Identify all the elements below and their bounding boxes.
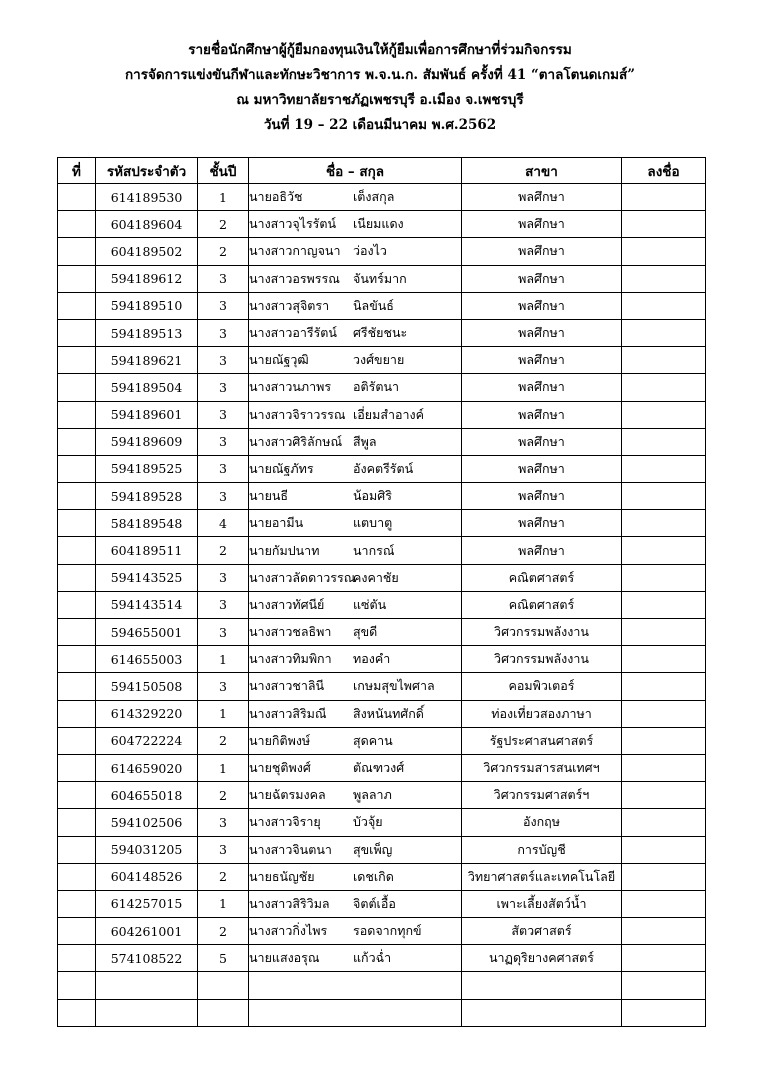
signature-cell[interactable]	[622, 564, 706, 591]
year-cell	[198, 972, 249, 999]
signature-cell[interactable]	[622, 619, 706, 646]
column-header-year: ชั้นปี	[198, 158, 249, 184]
student-name-cell	[249, 319, 462, 346]
table-row	[58, 483, 706, 510]
first-name: นางสาวสิริมณี	[249, 705, 327, 721]
row-number-cell	[58, 972, 96, 999]
student-name-cell	[249, 238, 462, 265]
signature-cell[interactable]	[622, 890, 706, 917]
row-number-cell	[58, 863, 96, 890]
header-venue-line: ณ มหาวิทยาลัยราชภัฏเพชรบุรี อ.เมือง จ.เพชรบุรี	[236, 92, 524, 108]
last-name: อติรัตนา	[353, 379, 400, 395]
student-name-cell	[249, 428, 462, 455]
student-name-cell	[249, 863, 462, 890]
first-name: นางสาวนภาพร	[249, 379, 332, 395]
year-cell: 3	[198, 836, 249, 863]
last-name: ตัณฑวงศ์	[353, 760, 405, 776]
student-id-cell: 594102506	[96, 809, 198, 836]
table-row	[58, 754, 706, 781]
row-number-cell	[58, 945, 96, 972]
table-row	[58, 455, 706, 482]
student-id-cell: 614329220	[96, 700, 198, 727]
signature-cell[interactable]	[622, 211, 706, 238]
student-id-cell: 594143514	[96, 591, 198, 618]
major-cell: พลศึกษา	[462, 510, 622, 537]
last-name: เกษมสุขไพศาล	[353, 678, 435, 694]
last-name: คงคาชัย	[353, 569, 399, 585]
major-cell: พลศึกษา	[462, 537, 622, 564]
student-id-cell: 594143525	[96, 564, 198, 591]
major-cell: พลศึกษา	[462, 347, 622, 374]
first-name: นางสาวอรพรรณ	[249, 270, 340, 286]
student-id-cell: 604722224	[96, 727, 198, 754]
table-row	[58, 782, 706, 809]
row-number-cell	[58, 918, 96, 945]
table-row	[58, 238, 706, 265]
signature-cell[interactable]	[622, 319, 706, 346]
row-number-cell	[58, 782, 96, 809]
signature-cell[interactable]	[622, 374, 706, 401]
student-id-cell: 594189528	[96, 483, 198, 510]
last-name: เอี่ยมสำอางค์	[353, 406, 424, 422]
student-name-cell	[249, 836, 462, 863]
first-name: นายอามีน	[249, 515, 304, 531]
student-id-cell: 594189609	[96, 428, 198, 455]
row-number-cell	[58, 483, 96, 510]
year-cell: 2	[198, 727, 249, 754]
column-header-signature: ลงชื่อ	[622, 158, 706, 184]
row-number-cell	[58, 211, 96, 238]
table-row	[58, 673, 706, 700]
student-name-cell	[249, 646, 462, 673]
first-name: นายณัฐภัทร	[249, 460, 314, 476]
signature-cell[interactable]	[622, 455, 706, 482]
major-cell: วิศวกรรมสารสนเทศฯ	[462, 754, 622, 781]
student-name-cell	[249, 673, 462, 700]
signature-cell[interactable]	[622, 510, 706, 537]
year-cell: 2	[198, 782, 249, 809]
student-name-cell	[249, 809, 462, 836]
signature-cell[interactable]	[622, 401, 706, 428]
major-cell: พลศึกษา	[462, 428, 622, 455]
signature-cell[interactable]	[622, 483, 706, 510]
row-number-cell	[58, 455, 96, 482]
major-cell: สัตวศาสตร์	[462, 918, 622, 945]
student-name-cell	[249, 211, 462, 238]
row-number-cell	[58, 401, 96, 428]
first-name: นางสาวจินตนา	[249, 841, 332, 857]
student-id-cell: 594189525	[96, 455, 198, 482]
major-cell: พลศึกษา	[462, 184, 622, 211]
table-header-row	[58, 158, 706, 184]
signature-cell[interactable]	[622, 537, 706, 564]
first-name: นายกิติพงษ์	[249, 732, 311, 748]
signature-cell[interactable]	[622, 918, 706, 945]
row-number-cell	[58, 700, 96, 727]
year-cell: 3	[198, 809, 249, 836]
signature-cell[interactable]	[622, 972, 706, 999]
year-cell: 3	[198, 591, 249, 618]
first-name: นายธนัญชัย	[249, 868, 315, 884]
last-name: แซ่ตัน	[353, 596, 387, 612]
major-cell: ท่องเที่ยวสองภาษา	[462, 700, 622, 727]
major-cell: การบัญชี	[462, 836, 622, 863]
last-name: สุดคาน	[353, 732, 393, 748]
major-cell: พลศึกษา	[462, 292, 622, 319]
table-row	[58, 510, 706, 537]
year-cell: 3	[198, 374, 249, 401]
signature-cell[interactable]	[622, 184, 706, 211]
first-name: นางสาวสิริวิมล	[249, 895, 330, 911]
year-cell: 1	[198, 700, 249, 727]
table-row	[58, 646, 706, 673]
student-id-cell: 614189530	[96, 184, 198, 211]
student-name-cell	[249, 347, 462, 374]
signature-cell[interactable]	[622, 591, 706, 618]
row-number-cell	[58, 319, 96, 346]
first-name: นายณัฐวุฒิ	[249, 352, 309, 368]
student-name-cell	[249, 564, 462, 591]
year-cell: 3	[198, 673, 249, 700]
major-cell: คณิตศาสตร์	[462, 564, 622, 591]
major-cell: อังกฤษ	[462, 809, 622, 836]
signature-cell[interactable]	[622, 999, 706, 1026]
last-name: นิลขันธ์	[353, 297, 394, 313]
last-name: จิตต์เอื้อ	[353, 895, 396, 911]
student-id-cell: 604655018	[96, 782, 198, 809]
signature-cell[interactable]	[622, 809, 706, 836]
student-name-cell	[249, 510, 462, 537]
last-name: อังคตรีรัตน์	[353, 460, 414, 476]
document-header	[0, 38, 760, 138]
year-cell	[198, 999, 249, 1026]
first-name: นางสาวจิรายุ	[249, 814, 321, 830]
signature-cell[interactable]	[622, 863, 706, 890]
last-name: บัวจุ้ย	[353, 814, 383, 830]
first-name: นายอธิวัช	[249, 189, 303, 205]
year-cell: 5	[198, 945, 249, 972]
row-number-cell	[58, 238, 96, 265]
column-header-name: ชื่อ – สกุล	[249, 158, 462, 184]
table-row	[58, 700, 706, 727]
table-row	[58, 591, 706, 618]
table-row	[58, 537, 706, 564]
header-title-line: รายชื่อนักศึกษาผู้กู้ยืมกองทุนเงินให้กู้ยืมเพื่อการศึกษาที่ร่วมกิจกรรม	[188, 42, 572, 58]
year-cell: 2	[198, 238, 249, 265]
student-id-cell: 604189502	[96, 238, 198, 265]
signature-cell[interactable]	[622, 292, 706, 319]
student-id-cell: 594189513	[96, 319, 198, 346]
major-cell: เพาะเลี้ยงสัตว์น้ำ	[462, 890, 622, 917]
row-number-cell	[58, 292, 96, 319]
last-name: เต็งสกุล	[353, 189, 395, 205]
signature-cell[interactable]	[622, 727, 706, 754]
signature-cell[interactable]	[622, 265, 706, 292]
header-event-line: การจัดการแข่งขันกีฬาและทักษะวิชาการ พ.จ.น.ก. สัมพันธ์ ครั้งที่ 41 “ตาลโตนดเกมส์”	[124, 67, 636, 83]
last-name: สุขเพ็ญ	[353, 841, 393, 857]
table-row	[58, 809, 706, 836]
year-cell: 2	[198, 863, 249, 890]
major-cell: นาฏดุริยางคศาสตร์	[462, 945, 622, 972]
signature-cell[interactable]	[622, 836, 706, 863]
row-number-cell	[58, 754, 96, 781]
last-name: รอดจากทุกข์	[353, 923, 422, 939]
first-name: นายฉัตรมงคล	[249, 787, 326, 803]
year-cell: 2	[198, 211, 249, 238]
table-row	[58, 374, 706, 401]
year-cell: 1	[198, 890, 249, 917]
signature-cell[interactable]	[622, 673, 706, 700]
row-number-cell	[58, 890, 96, 917]
first-name: นางสาวลัดดาวรรณ	[249, 569, 356, 585]
first-name: นางสาวศิริลักษณ์	[249, 433, 343, 449]
major-cell: พลศึกษา	[462, 401, 622, 428]
signature-cell[interactable]	[622, 238, 706, 265]
year-cell: 3	[198, 401, 249, 428]
signature-cell[interactable]	[622, 646, 706, 673]
student-name-cell	[249, 700, 462, 727]
year-cell: 4	[198, 510, 249, 537]
table-row	[58, 836, 706, 863]
year-cell: 1	[198, 646, 249, 673]
student-name-cell	[249, 890, 462, 917]
first-name: นางสาวทัศนีย์	[249, 596, 325, 612]
first-name: นางสาวทิมพิกา	[249, 651, 332, 667]
student-id-cell: 604189604	[96, 211, 198, 238]
last-name: ศรีชัยชนะ	[353, 325, 408, 341]
last-name: สีพูล	[353, 433, 377, 449]
row-number-cell	[58, 265, 96, 292]
major-cell: พลศึกษา	[462, 455, 622, 482]
signature-cell[interactable]	[622, 782, 706, 809]
table-row	[58, 292, 706, 319]
table-row	[58, 319, 706, 346]
row-number-cell	[58, 428, 96, 455]
table-row	[58, 727, 706, 754]
table-row	[58, 619, 706, 646]
roster-body	[58, 184, 706, 1027]
column-header-student-id: รหัสประจำตัว	[96, 158, 198, 184]
table-row	[58, 564, 706, 591]
signature-cell[interactable]	[622, 347, 706, 374]
student-id-cell: 594655001	[96, 619, 198, 646]
last-name: สุขดี	[353, 624, 378, 640]
header-date-line: วันที่ 19 – 22 เดือนมีนาคม พ.ศ.2562	[263, 117, 497, 133]
column-header-major: สาขา	[462, 158, 622, 184]
year-cell: 2	[198, 918, 249, 945]
first-name: นางสาวจิราวรรณ	[249, 406, 346, 422]
major-cell: รัฐประศาสนศาสตร์	[462, 727, 622, 754]
last-name: จันทร์มาก	[353, 270, 407, 286]
student-id-cell: 594189601	[96, 401, 198, 428]
signature-cell[interactable]	[622, 754, 706, 781]
student-id-cell: 574108522	[96, 945, 198, 972]
major-cell	[462, 999, 622, 1026]
first-name: นางสาวชาลินี	[249, 678, 325, 694]
year-cell: 3	[198, 455, 249, 482]
major-cell: พลศึกษา	[462, 265, 622, 292]
student-name-cell	[249, 591, 462, 618]
student-id-cell: 594150508	[96, 673, 198, 700]
row-number-cell	[58, 999, 96, 1026]
last-name: วงศ์ขยาย	[353, 352, 405, 368]
row-number-cell	[58, 809, 96, 836]
row-number-cell	[58, 646, 96, 673]
student-name-cell	[249, 754, 462, 781]
student-name-cell	[249, 374, 462, 401]
student-name-cell	[249, 945, 462, 972]
major-cell: พลศึกษา	[462, 483, 622, 510]
student-name-cell	[249, 483, 462, 510]
year-cell: 3	[198, 619, 249, 646]
year-cell: 3	[198, 483, 249, 510]
year-cell: 1	[198, 754, 249, 781]
student-name-cell	[249, 265, 462, 292]
major-cell: วิศวกรรมพลังงาน	[462, 619, 622, 646]
signature-cell[interactable]	[622, 945, 706, 972]
major-cell: พลศึกษา	[462, 238, 622, 265]
row-number-cell	[58, 619, 96, 646]
row-number-cell	[58, 836, 96, 863]
major-cell: คอมพิวเตอร์	[462, 673, 622, 700]
student-id-cell: 594189612	[96, 265, 198, 292]
row-number-cell	[58, 537, 96, 564]
student-id-cell: 594189621	[96, 347, 198, 374]
table-row	[58, 890, 706, 917]
first-name: นางสาวจุไรรัตน์	[249, 216, 337, 232]
first-name: นางสาวชลธิพา	[249, 624, 332, 640]
row-number-cell	[58, 673, 96, 700]
year-cell: 1	[198, 184, 249, 211]
column-header-number: ที่	[58, 158, 96, 184]
first-name: นายแสงอรุณ	[249, 950, 320, 966]
first-name: นางสาวกาญจนา	[249, 243, 341, 259]
year-cell: 3	[198, 564, 249, 591]
table-row	[58, 265, 706, 292]
student-id-cell: 614257015	[96, 890, 198, 917]
student-id-cell: 594031205	[96, 836, 198, 863]
row-number-cell	[58, 591, 96, 618]
year-cell: 3	[198, 347, 249, 374]
student-name-cell	[249, 537, 462, 564]
student-id-cell: 604148526	[96, 863, 198, 890]
student-roster-table	[57, 157, 706, 1027]
student-name-cell	[249, 292, 462, 319]
row-number-cell	[58, 374, 96, 401]
first-name: นายชุติพงศ์	[249, 760, 311, 776]
row-number-cell	[58, 184, 96, 211]
table-row	[58, 401, 706, 428]
major-cell: วิศวกรรมศาสตร์ฯ	[462, 782, 622, 809]
row-number-cell	[58, 564, 96, 591]
student-id-cell: 594189510	[96, 292, 198, 319]
major-cell	[462, 972, 622, 999]
student-id-cell	[96, 999, 198, 1026]
major-cell: พลศึกษา	[462, 211, 622, 238]
last-name: น้อมศิริ	[353, 488, 392, 504]
student-name-cell	[249, 972, 462, 999]
last-name: แก้วฉ่ำ	[353, 950, 392, 966]
student-id-cell: 604261001	[96, 918, 198, 945]
last-name: พูลลาภ	[353, 787, 392, 803]
table-row	[58, 211, 706, 238]
year-cell: 3	[198, 292, 249, 319]
last-name: สิงหนันทศักดิ์	[353, 705, 424, 721]
signature-cell[interactable]	[622, 428, 706, 455]
blank-row	[58, 999, 706, 1026]
table-row	[58, 863, 706, 890]
row-number-cell	[58, 727, 96, 754]
year-cell: 3	[198, 319, 249, 346]
last-name: แตบาตู	[353, 515, 393, 531]
last-name: เดชเกิด	[353, 868, 394, 884]
student-id-cell	[96, 972, 198, 999]
year-cell: 2	[198, 537, 249, 564]
student-id-cell: 614655003	[96, 646, 198, 673]
first-name: นางสาวสุจิตรา	[249, 297, 330, 313]
first-name: นายนธี	[249, 488, 289, 504]
table-row	[58, 945, 706, 972]
table-row	[58, 918, 706, 945]
last-name: ว่องไว	[353, 243, 387, 259]
blank-row	[58, 972, 706, 999]
student-id-cell: 604189511	[96, 537, 198, 564]
major-cell: วิศวกรรมพลังงาน	[462, 646, 622, 673]
student-name-cell	[249, 619, 462, 646]
year-cell: 3	[198, 265, 249, 292]
row-number-cell	[58, 347, 96, 374]
major-cell: พลศึกษา	[462, 319, 622, 346]
first-name: นายกัมปนาท	[249, 542, 320, 558]
student-id-cell: 594189504	[96, 374, 198, 401]
year-cell: 3	[198, 428, 249, 455]
table-row	[58, 428, 706, 455]
student-name-cell	[249, 184, 462, 211]
first-name: นางสาวกิ่งไพร	[249, 923, 328, 939]
student-name-cell	[249, 918, 462, 945]
major-cell: คณิตศาสตร์	[462, 591, 622, 618]
student-name-cell	[249, 727, 462, 754]
student-id-cell: 614659020	[96, 754, 198, 781]
major-cell: พลศึกษา	[462, 374, 622, 401]
last-name: นากรณ์	[353, 542, 395, 558]
last-name: ทองคำ	[353, 651, 391, 667]
last-name: เนียมแดง	[353, 216, 404, 232]
student-name-cell	[249, 455, 462, 482]
student-name-cell	[249, 999, 462, 1026]
row-number-cell	[58, 510, 96, 537]
student-name-cell	[249, 401, 462, 428]
student-id-cell: 584189548	[96, 510, 198, 537]
table-row	[58, 184, 706, 211]
signature-cell[interactable]	[622, 700, 706, 727]
major-cell: วิทยาศาสตร์และเทคโนโลยี	[462, 863, 622, 890]
student-name-cell	[249, 782, 462, 809]
table-row	[58, 347, 706, 374]
first-name: นางสาวอารีรัตน์	[249, 325, 337, 341]
